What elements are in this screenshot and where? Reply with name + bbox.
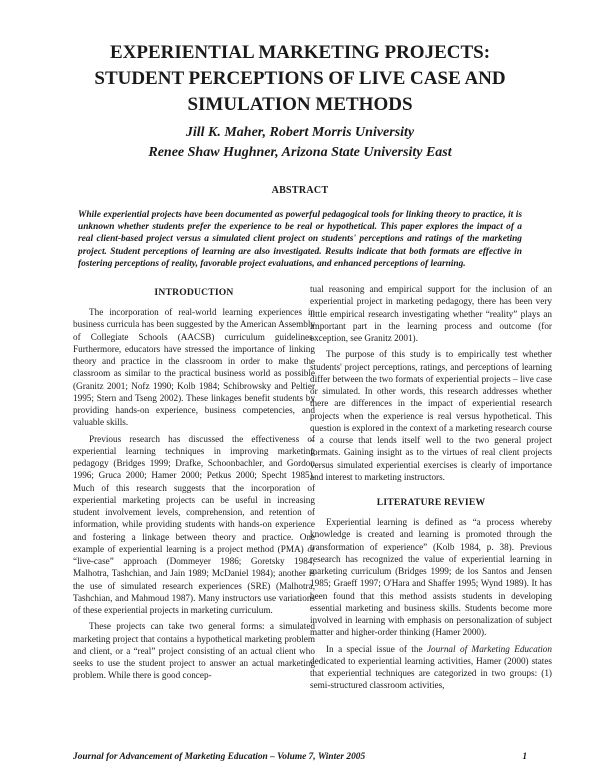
- footer-journal: Journal for Advancement of Marketing Education – Volume 7, Winter 2005: [73, 752, 366, 762]
- title-line-3: SIMULATION METHODS: [187, 94, 413, 115]
- introduction-heading: INTRODUCTION: [154, 287, 234, 298]
- abstract-text: While experiential projects have been documented as powerful pedagogical tools for linking theory to practice, it is unknown whether students prefer the experience to be real or hypothetical. This paper explores the impact of a real client-based project versus a simulated client project on students' perceptions and ratings of the marketing project. Student perceptions of learning are also investigated. Results indicate that both formats are effective in fostering perceptions of reality, favorable project evaluations, and enhanced perceptions of learning.: [78, 210, 522, 269]
- lit-paragraph-2-post: dedicated to experiential learning activities, Hamer (2000) states that experiential techniques are categorized in two groups: (1) semi-structured classroom activities,: [310, 655, 552, 691]
- author-block: [40, 123, 560, 163]
- paper-title: [40, 40, 560, 118]
- lit-paragraph-2-pre: In a special issue of the: [326, 643, 427, 654]
- lit-paragraph-2: [310, 643, 552, 692]
- title-line-2: STUDENT PERCEPTIONS OF LIVE CASE AND: [94, 68, 506, 89]
- literature-review-heading: LITERATURE REVIEW: [376, 497, 486, 508]
- title-line-1: EXPERIENTIAL MARKETING PROJECTS:: [109, 42, 491, 63]
- intro-paragraph-4: The purpose of this study is to empirically test whether students' project perceptions, ratings, and perceptions of learning differ between the two formats of experiential projects – live case or simulated. In other words, this research addresses whether there are differences in the impact of experiential research projects when the experience is real versus hypothetical. This question is explored in the context of a marketing research course – a course that lends itself well to the two general project formats. Gaining insight as to the virtues of real client projects versus simulated experiential exercises is clearly of importance and interest to marketing instructors.: [310, 349, 552, 482]
- left-column: [73, 283, 315, 682]
- intro-paragraph-2: Previous research has discussed the effectiveness of experiential learning techniques in improving marketing pedagogy (Bridges 1999; Drafke, Schoonbachler, and Gordon 1996; Gruca 2000; Hamer 2000; Petkus 2000; Specht 1985). Much of this research suggests that the incorporation of experiential marketing projects can be useful in increasing student involvement levels, comprehension, and retention of information, while providing students with hands-on experience and fostering a linkage between theory and practice. One example of experiential learning is a project method (PMA) or “live-case” approach (Dommeyer 1986; Goretsky 1984; Malhotra, Tashchian, and Jain 1989; McDaniel 1984); another is the use of simulated research experiences (SRE) (Malhotra, Tashchian, and Mahmoud 1987). Many instructors use variations of these experiential projects in marketing curriculum.: [73, 433, 315, 615]
- right-column: [310, 283, 552, 692]
- intro-paragraph-3: These projects can take two general forms: a simulated marketing project that contains a hypothetical marketing problem and client, or a “real” project consisting of an actual client who seeks to use the student project to answer an actual marketing problem. While there is good concep-: [73, 621, 315, 681]
- page-footer: [73, 752, 527, 762]
- intro-paragraph-1: The incorporation of real-world learning experiences in business curricula has been suggested by the American Assembly of Collegiate Schools (AACSB) curriculum guidelines. Furthermore, educators have stressed the importance of linking theory and practice in the classroom in order to make the classroom as similar to the practical business world as possible (Granitz 2001; Nofz 1990; Kolb 1984; Schibrowsky and Peltier 1995; Stern and Tseng 2002). These linkages benefit students by providing hands-on experience, business competencies, and valuable skills.: [73, 307, 315, 428]
- author-1: Jill K. Maher, Robert Morris University: [185, 125, 415, 140]
- author-2: Renee Shaw Hughner, Arizona State University East: [148, 145, 452, 160]
- journal-name-italic: Journal of Marketing Education: [426, 643, 552, 654]
- lit-paragraph-1: Experiential learning is defined as “a process whereby knowledge is created and learning is promoted through the transformation of experience” (Kolb 1984, p. 38). Previous research has recognized the value of experiential learning in marketing curriculum (Bridges 1999; de los Santos and Jensen 1985; Graeff 1997; O'Hara and Shaffer 1995; Wynd 1989). It has been found that this method assists students in developing essential marketing and business skills. Students become more involved in learning with emphasis on personalization of subject matter and higher-order thinking (Hamer 2000).: [310, 517, 552, 638]
- intro-continuation: tual reasoning and empirical support for the inclusion of an experiential project in marketing pedagogy, there has been very little empirical research investigating whether “reality” plays an important part in the learning process and outcome (for exception, see Granitz 2001).: [310, 284, 552, 343]
- abstract-heading: ABSTRACT: [271, 185, 329, 196]
- page-number: 1: [522, 752, 527, 762]
